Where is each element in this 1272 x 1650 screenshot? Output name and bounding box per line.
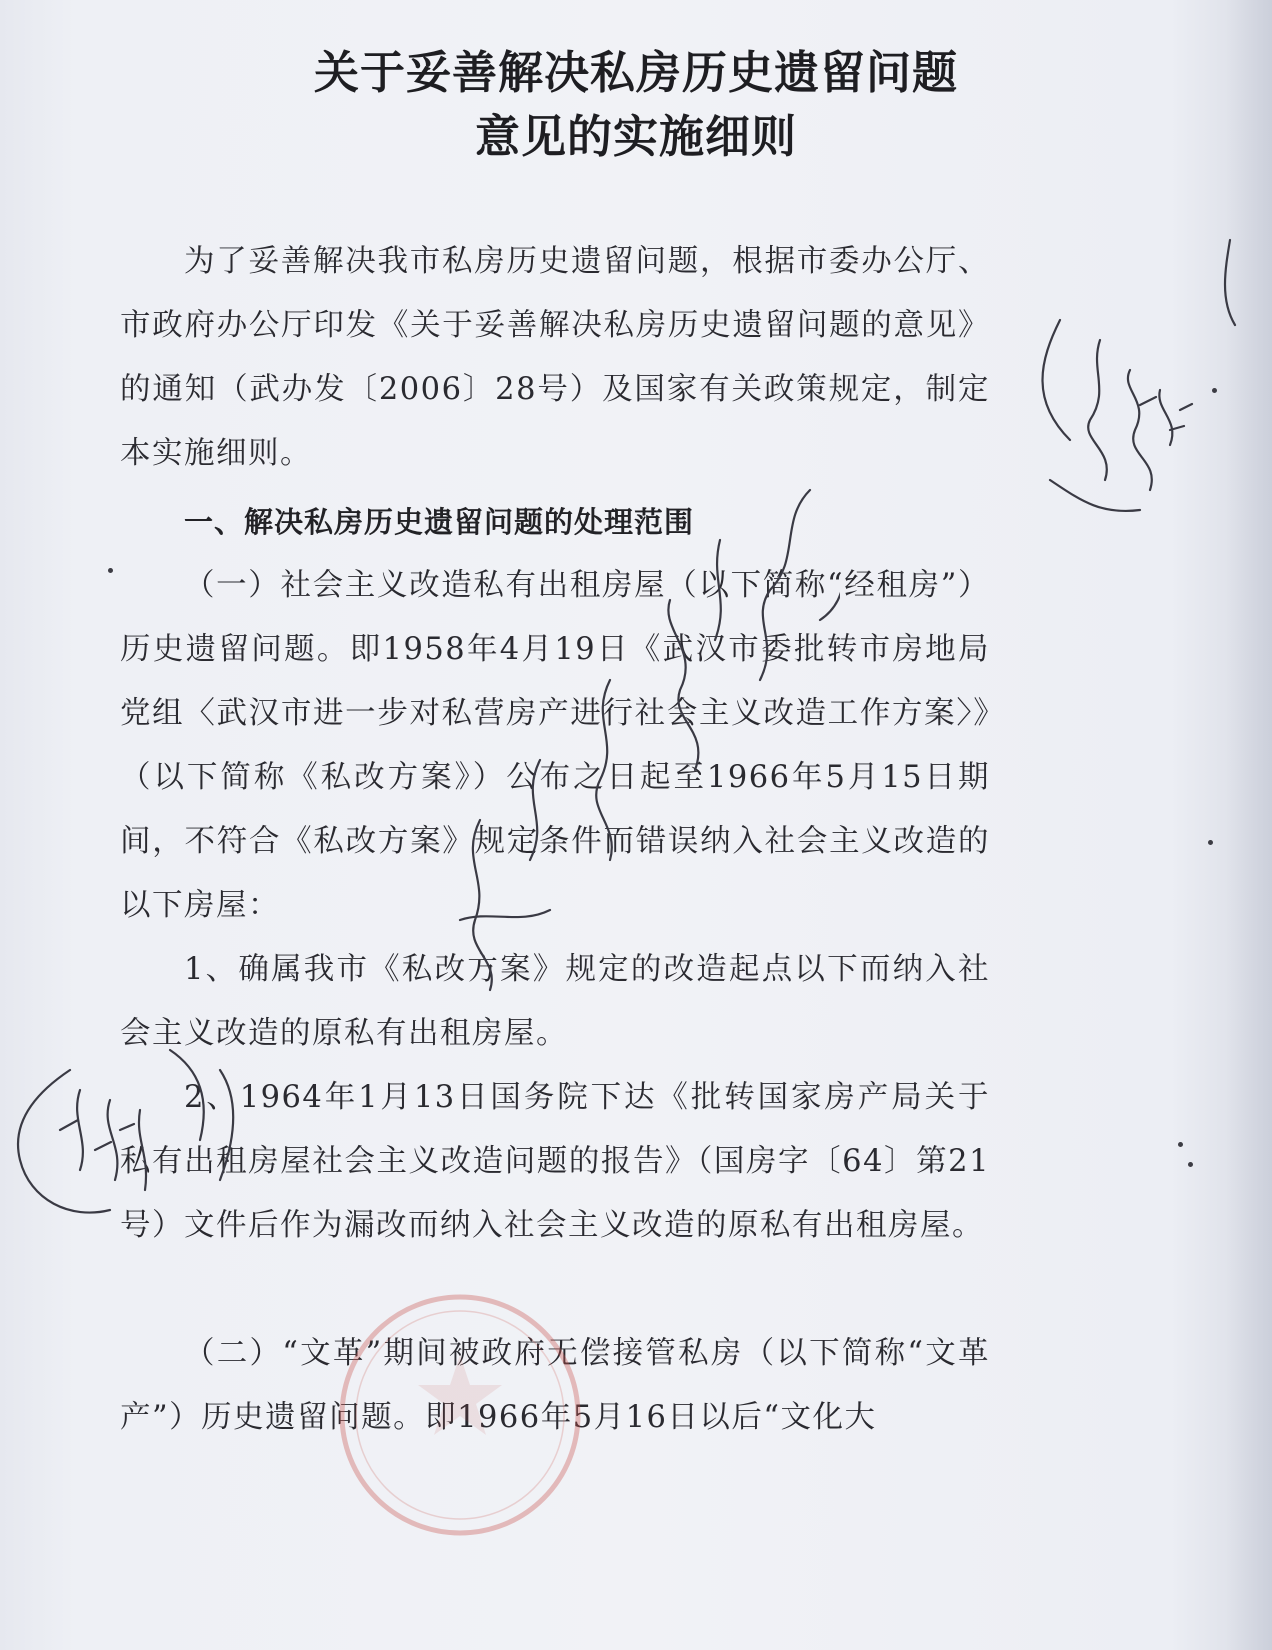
official-seal <box>330 1285 590 1545</box>
item-1-paragraph-text: （一）社会主义改造私有出租房屋（以下简称“经租房”）历史遗留问题。即1958年4月19日《武汉市委批转市房地局党组〈武汉市进一步对私营房产进行社会主义改造工作方案〉》（以下简称《私改方案》）公布之日起至1966年5月15日期间，不符合《私改方案》规定条件而错误纳入社会主义改造的以下房屋： <box>120 568 990 923</box>
handwritten-signature-left-bottom <box>0 1030 260 1270</box>
scan-speck <box>108 568 113 573</box>
handwritten-signature-right-top <box>1020 230 1260 560</box>
intro-paragraph <box>120 230 990 486</box>
scan-speck <box>1178 1142 1183 1147</box>
document-title-line-1: 关于妥善解决私房历史遗留问题 <box>313 46 958 99</box>
scan-speck <box>1188 1162 1193 1167</box>
section-1-heading: 一、解决私房历史遗留问题的处理范围 <box>184 505 695 539</box>
scan-speck <box>1212 388 1217 393</box>
item-2-paragraph-text: （二）“文革”期间被政府无偿接管私房（以下简称“文革产”）历史遗留问题。即1966年5月16日以后“文化大 <box>120 1336 990 1435</box>
handwritten-signature-center <box>420 480 840 1000</box>
intro-paragraph-text: 为了妥善解决我市私房历史遗留问题，根据市委办公厅、市政府办公厅印发《关于妥善解决私房历史遗留问题的意见》的通知（武办发〔2006〕28号）及国家有关政策规定，制定本实施细则。 <box>120 244 990 471</box>
document-title-line-2: 意见的实施细则 <box>474 110 797 163</box>
scan-speck <box>1208 840 1213 845</box>
item-1-sub-2-text: 2、1964年1月13日国务院下达《批转国家房产局关于私有出租房屋社会主义改造问题的报告》（国房字〔64〕第21号）文件后作为漏改而纳入社会主义改造的原私有出租房屋。 <box>120 1080 990 1243</box>
item-1-sub-1-text: 1、确属我市《私改方案》规定的改造起点以下而纳入社会主义改造的原私有出租房屋。 <box>120 952 990 1051</box>
